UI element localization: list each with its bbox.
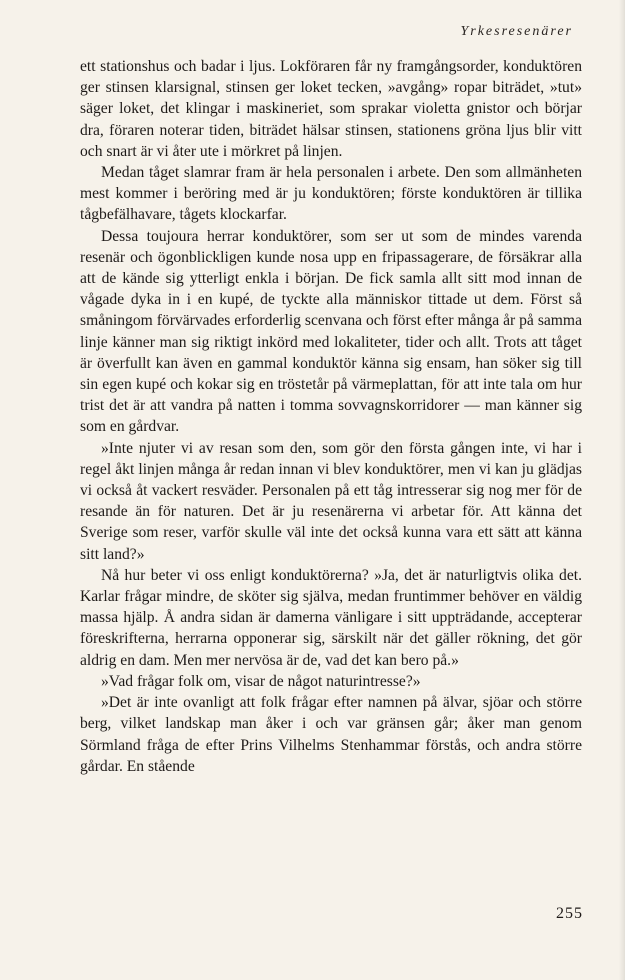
- paragraph: ett stationshus och badar i ljus. Lokföraren får ny framgångsorder, konduktören ger stinsen klarsignal, stinsen ger loket tecken, »avgång» ropar biträdet, »tut» säger loket, det klingar i maskineriet, som sprakar violetta gnistor och börjar dra, föraren noterar tiden, biträdet hälsar stinsen, stationens gröna ljus blir vitt och snart är vi åter ute i mörkret på linjen.: [80, 58, 582, 160]
- paragraph: »Vad frågar folk om, visar de något naturintresse?»: [101, 672, 421, 690]
- paragraph: »Inte njuter vi av resan som den, som gör den första gången inte, vi har i regel åkt linjen många år redan innan vi blev konduktörer, men vi kan ju glädjas vi också åt vackert resväder. Personalen på ett tåg intresserar sig nog mer för de resande än för naturen. Det är ju resenärerna vi arbetar för. Att känna det Sverige som reser, varför skulle väl inte det också kunna vara ett sätt att känna sitt land?»: [80, 439, 582, 563]
- page-number: 255: [556, 905, 583, 922]
- paragraph: Medan tåget slamrar fram är hela personalen i arbete. Den som allmänheten mest kommer i beröring med är ju konduktören; förste konduktören är tillika tågbefälhavare, tågets klockarfar.: [80, 164, 582, 224]
- running-head: Yrkesresenärer: [460, 24, 573, 39]
- paragraph: Dessa toujoura herrar konduktörer, som ser ut som de mindes varenda resenär och ögonblickligen kunde nosa upp en fripassagerare, de försäkrar alla att de kände sig ytterligt enkla i början. De fick samla allt sitt mod innan de vågade dyka in i en kupé, de tyckte alla människor tittade ut dem. Först så småningom förvärvades erforderlig scenvana och först efter många år på samma linje känner man sig riktigt inkörd med lokaliteter, tider och allt. Trots att tåget är överfullt kan även en gammal konduktör känna sig ensam, han söker sig till sin egen kupé och kokar sig en tröstetår på värmeplattan, för att inte tala om hur trist det är att vandra på natten i tomma sovvagnskorridorer — man känner sig som en gårdvar.: [80, 227, 582, 436]
- body-text: [80, 56, 582, 777]
- paragraph: Nå hur beter vi oss enligt konduktörerna? »Ja, det är naturligtvis olika det. Karlar frågar mindre, de sköter sig själva, medan fruntimmer behöver en väldig massa hjälp. Å andra sidan är damerna vänligare i sitt uppträdande, accepterar föreskrifterna, herrarna opponerar sig, särskilt när det gäller rökning, det gör aldrig en dam. Men mer nervösa är de, vad det kan bero på.»: [80, 566, 582, 669]
- page-edge-shadow: [619, 0, 625, 980]
- paragraph: »Det är inte ovanligt att folk frågar efter namnen på älvar, sjöar och större berg, vilket landskap man åker i och var gränsen går; åker man genom Sörmland fråga de efter Prins Vilhelms Stenhammar förstås, och andra större gårdar. En stående: [80, 694, 582, 775]
